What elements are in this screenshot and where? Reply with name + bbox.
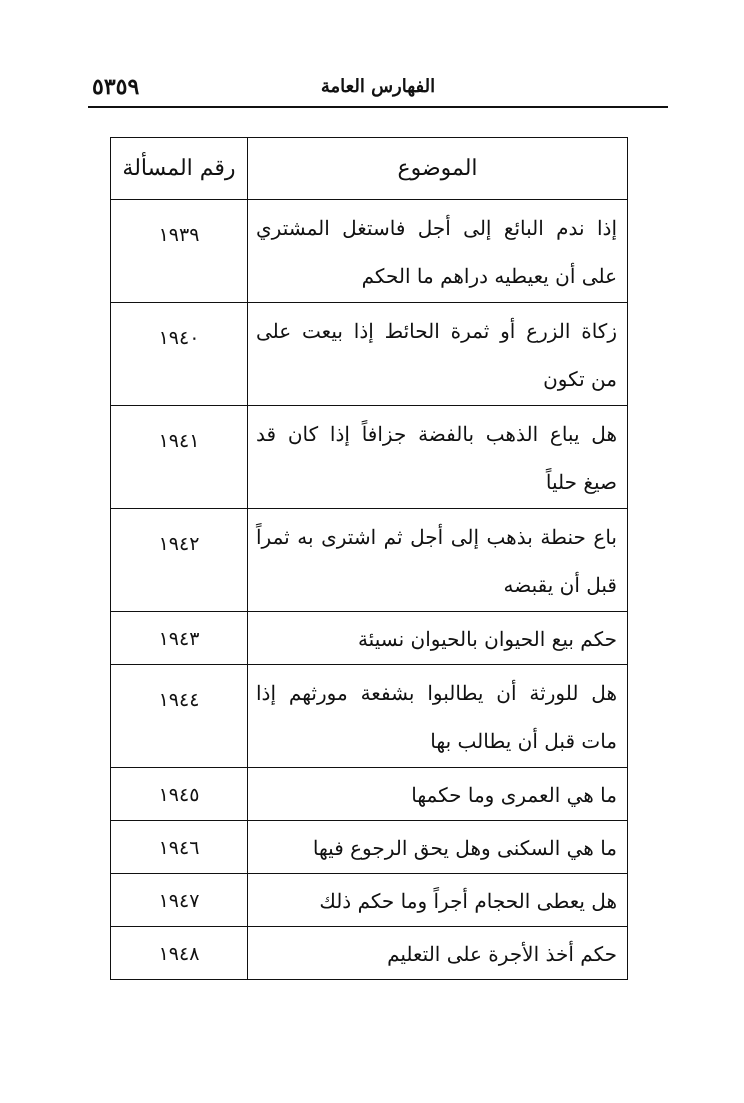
issue-number-cell: ١٩٤٧ [111,874,248,927]
table-row [111,927,628,980]
table-row [111,821,628,874]
topic-cell: هل يعطى الحجام أجراً وما حكم ذلك [248,874,628,927]
issue-number-cell: ١٩٤٣ [111,612,248,665]
topic-cell: هل للورثة أن يطالبوا بشفعة مورثهم إذا مات قبل أن يطالب بها [248,665,628,768]
topic-cell: ما هي السكنى وهل يحق الرجوع فيها [248,821,628,874]
page-number: ٥٣٥٩ [92,74,140,100]
running-title: الفهارس العامة [320,76,436,97]
topic-cell: حكم بيع الحيوان بالحيوان نسيئة [248,612,628,665]
table-row [111,665,628,768]
column-header-number: رقم المسألة [111,138,248,200]
issue-number-cell: ١٩٤٢ [111,509,248,612]
topic-cell: زكاة الزرع أو ثمرة الحائط إذا بيعت على من تكون [248,303,628,406]
table-row [111,406,628,509]
topic-cell: إذا ندم البائع إلى أجل فاستغل المشتري على أن يعيطيه دراهم ما الحكم [248,200,628,303]
topic-cell: ما هي العمرى وما حكمها [248,768,628,821]
topic-cell: باع حنطة بذهب إلى أجل ثم اشترى به ثمراً قبل أن يقبضه [248,509,628,612]
table-row [111,303,628,406]
issue-number-cell: ١٩٤٨ [111,927,248,980]
topic-cell: حكم أخذ الأجرة على التعليم [248,927,628,980]
table-row [111,612,628,665]
issue-number-cell: ١٩٤٤ [111,665,248,768]
issue-number-cell: ١٩٤١ [111,406,248,509]
table-header-row [111,138,628,200]
table-row [111,509,628,612]
issue-number-cell: ١٩٤٦ [111,821,248,874]
table-row [111,768,628,821]
table-row [111,200,628,303]
issue-number-cell: ١٩٤٠ [111,303,248,406]
table-row [111,874,628,927]
column-header-topic: الموضوع [248,138,628,200]
index-table [110,137,628,980]
topic-cell: هل يباع الذهب بالفضة جزافاً إذا كان قد صيغ حلياً [248,406,628,509]
page-header [88,62,668,108]
issue-number-cell: ١٩٤٥ [111,768,248,821]
issue-number-cell: ١٩٣٩ [111,200,248,303]
